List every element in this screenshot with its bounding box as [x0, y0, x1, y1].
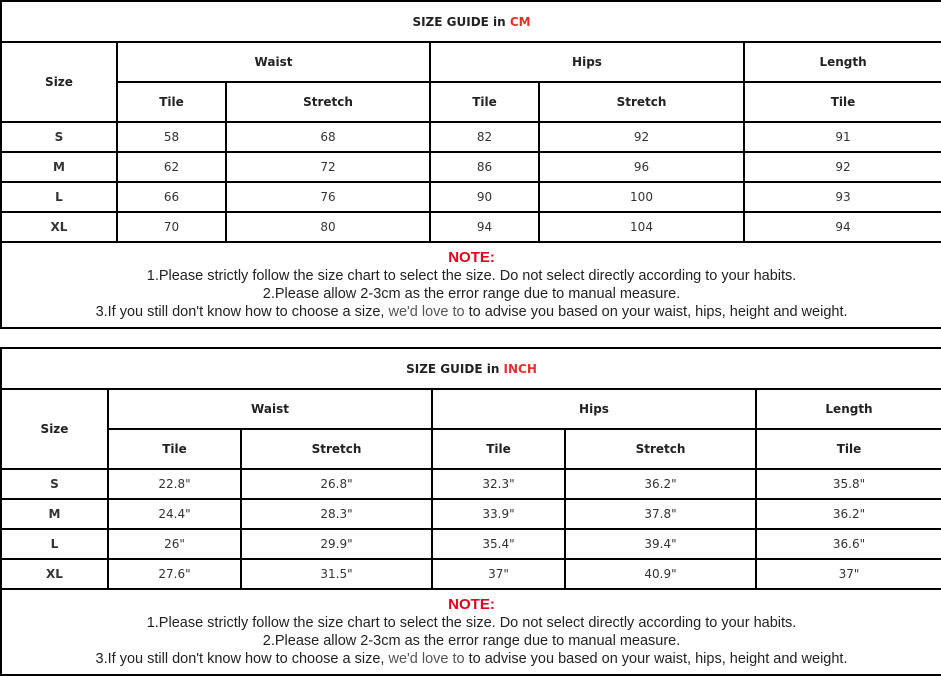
note-line-3-end: to advise you based on your waist, hips, height and weight. [464, 304, 848, 320]
group-header-waist: Waist [108, 389, 432, 429]
value-cell: 37.8" [565, 499, 756, 529]
sub-header: Tile [108, 429, 241, 469]
value-cell: 24.4" [108, 499, 241, 529]
table-row [1, 182, 941, 212]
note-title: NOTE: [448, 249, 495, 266]
size-table-cm [0, 0, 941, 329]
value-cell: 32.3" [432, 469, 565, 499]
group-header-length: Length [744, 42, 941, 82]
value-cell: 93 [744, 182, 941, 212]
value-cell: 26" [108, 529, 241, 559]
value-cell: 92 [744, 152, 941, 182]
value-cell: 26.8" [241, 469, 432, 499]
value-cell: 36.6" [756, 529, 941, 559]
value-cell: 94 [430, 212, 539, 242]
note-line-1: 1.Please strictly follow the size chart to select the size. Do not select directly according to your habits. [146, 268, 797, 284]
note-section [1, 589, 941, 675]
title-prefix: SIZE GUIDE in [406, 361, 504, 376]
table-row [1, 122, 941, 152]
sub-header: Tile [432, 429, 565, 469]
value-cell: 70 [117, 212, 226, 242]
table-row [1, 559, 941, 589]
size-cell: M [1, 499, 108, 529]
size-cell: S [1, 469, 108, 499]
value-cell: 36.2" [565, 469, 756, 499]
size-cell: L [1, 182, 117, 212]
value-cell: 90 [430, 182, 539, 212]
table-title [1, 348, 941, 389]
table-row [1, 499, 941, 529]
size-cell: M [1, 152, 117, 182]
title-unit: CM [509, 14, 531, 29]
note-line-3-end: to advise you based on your waist, hips, height and weight. [464, 651, 848, 667]
table-row [1, 152, 941, 182]
value-cell: 82 [430, 122, 539, 152]
value-cell: 96 [539, 152, 744, 182]
value-cell: 27.6" [108, 559, 241, 589]
sub-header: Stretch [565, 429, 756, 469]
value-cell: 91 [744, 122, 941, 152]
size-guide-inch [0, 347, 941, 676]
table-row [1, 212, 941, 242]
title-unit: INCH [503, 361, 537, 376]
size-guide-cm [0, 0, 941, 329]
sub-header: Tile [430, 82, 539, 122]
value-cell: 31.5" [241, 559, 432, 589]
title-prefix: SIZE GUIDE in [412, 14, 510, 29]
sub-header: Tile [744, 82, 941, 122]
value-cell: 36.2" [756, 499, 941, 529]
note-line-3-highlight: we'd love to [388, 651, 465, 667]
note-line-3-start: 3.If you still don't know how to choose a size, [95, 304, 389, 320]
value-cell: 68 [226, 122, 430, 152]
value-cell: 33.9" [432, 499, 565, 529]
table-row [1, 469, 941, 499]
value-cell: 40.9" [565, 559, 756, 589]
value-cell: 104 [539, 212, 744, 242]
note-line-3-start: 3.If you still don't know how to choose a size, [95, 651, 389, 667]
note-line-3 [2, 650, 941, 668]
value-cell: 39.4" [565, 529, 756, 559]
value-cell: 22.8" [108, 469, 241, 499]
value-cell: 100 [539, 182, 744, 212]
size-header: Size [1, 42, 117, 122]
value-cell: 72 [226, 152, 430, 182]
size-cell: XL [1, 559, 108, 589]
size-table-inch [0, 347, 941, 676]
value-cell: 66 [117, 182, 226, 212]
value-cell: 76 [226, 182, 430, 212]
size-cell: L [1, 529, 108, 559]
table-row [1, 529, 941, 559]
size-cell: XL [1, 212, 117, 242]
value-cell: 37" [756, 559, 941, 589]
value-cell: 29.9" [241, 529, 432, 559]
value-cell: 58 [117, 122, 226, 152]
value-cell: 94 [744, 212, 941, 242]
note-line-3-highlight: we'd love to [388, 304, 465, 320]
note-line-1: 1.Please strictly follow the size chart to select the size. Do not select directly according to your habits. [146, 615, 797, 631]
note-line-2: 2.Please allow 2-3cm as the error range due to manual measure. [262, 286, 681, 302]
size-header: Size [1, 389, 108, 469]
value-cell: 86 [430, 152, 539, 182]
group-header-length: Length [756, 389, 941, 429]
value-cell: 62 [117, 152, 226, 182]
note-line-2: 2.Please allow 2-3cm as the error range due to manual measure. [262, 633, 681, 649]
value-cell: 80 [226, 212, 430, 242]
note-section [1, 242, 941, 328]
value-cell: 37" [432, 559, 565, 589]
size-cell: S [1, 122, 117, 152]
value-cell: 35.4" [432, 529, 565, 559]
note-line-3 [2, 303, 941, 321]
value-cell: 92 [539, 122, 744, 152]
sub-header: Tile [756, 429, 941, 469]
sub-header: Stretch [226, 82, 430, 122]
note-title: NOTE: [448, 596, 495, 613]
sub-header: Stretch [241, 429, 432, 469]
sub-header: Tile [117, 82, 226, 122]
group-header-waist: Waist [117, 42, 430, 82]
value-cell: 35.8" [756, 469, 941, 499]
group-header-hips: Hips [432, 389, 756, 429]
value-cell: 28.3" [241, 499, 432, 529]
group-header-hips: Hips [430, 42, 744, 82]
sub-header: Stretch [539, 82, 744, 122]
table-title [1, 1, 941, 42]
